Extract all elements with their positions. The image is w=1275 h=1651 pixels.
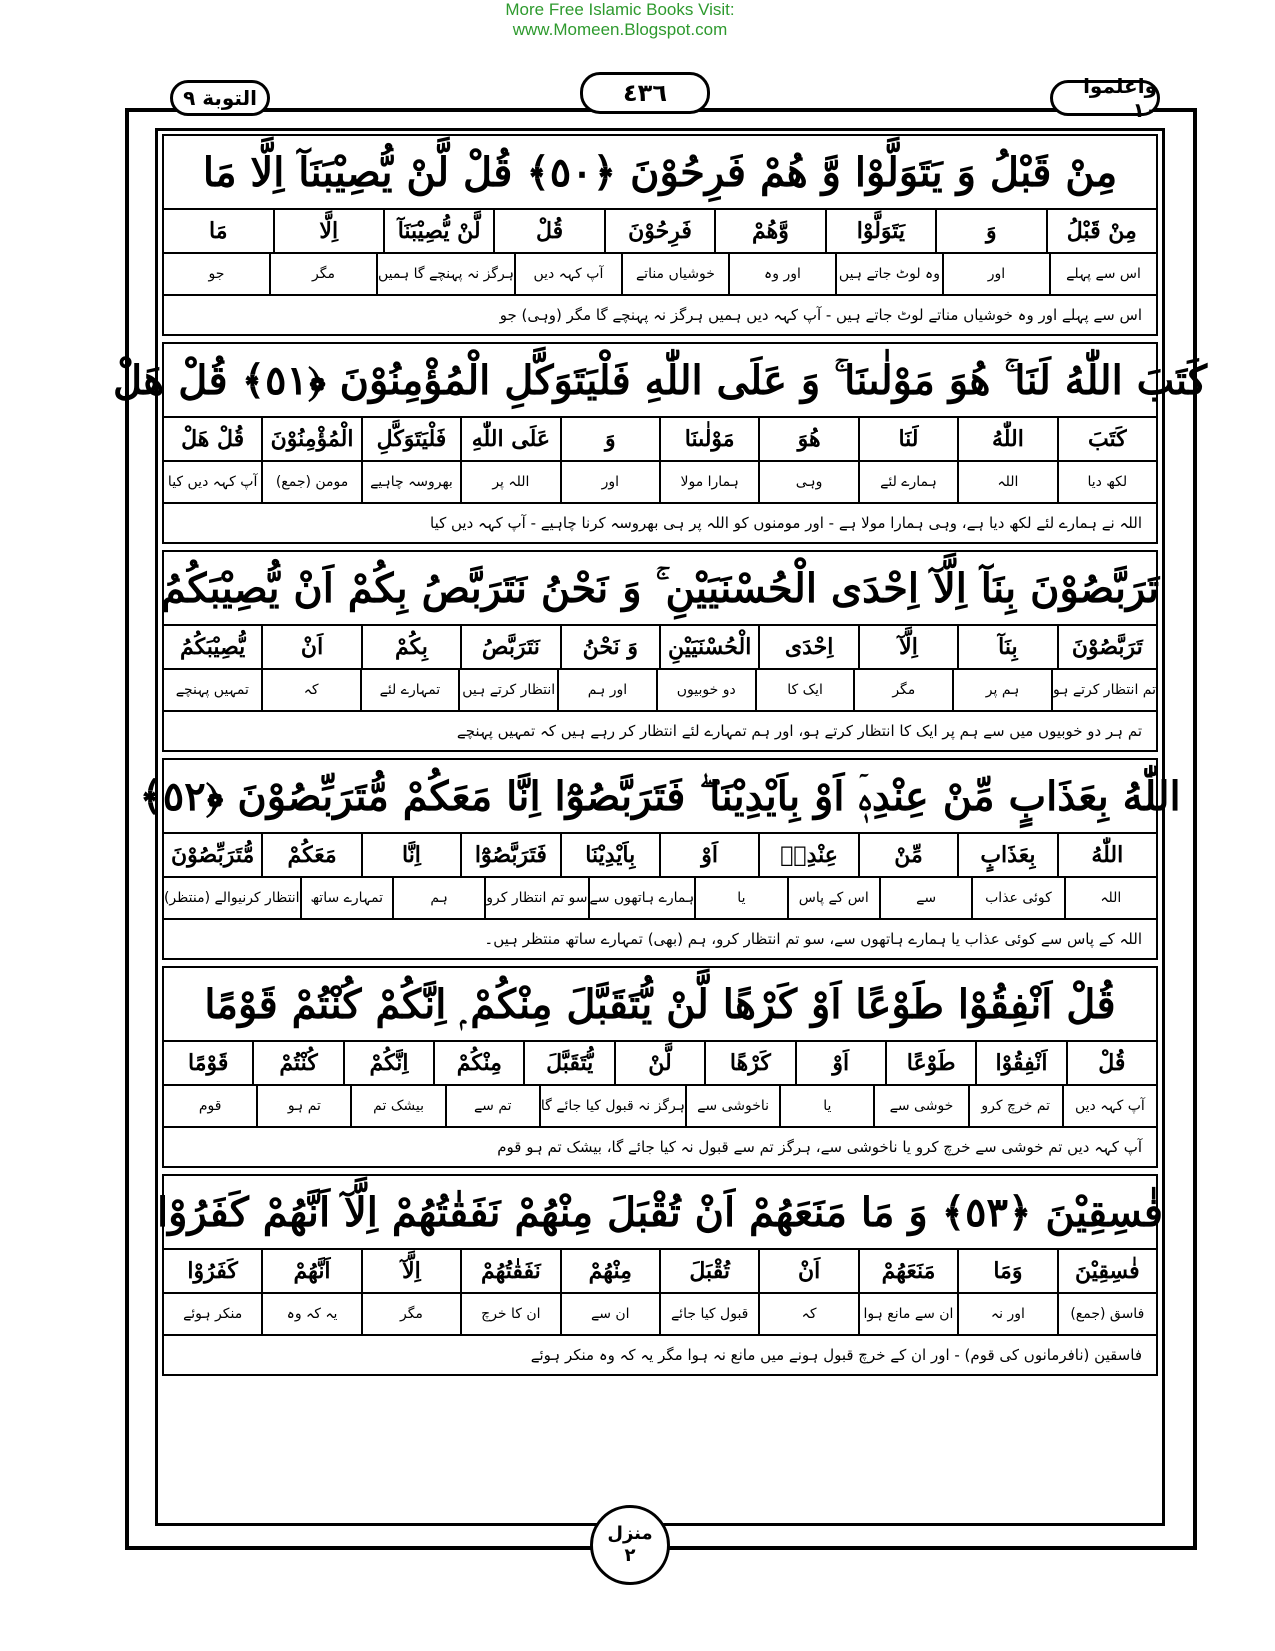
arabic-word: يُّتَقَبَّلَ bbox=[523, 1042, 613, 1084]
word-meaning: ان کا خرچ bbox=[460, 1294, 559, 1334]
header-line-1: More Free Islamic Books Visit: bbox=[505, 0, 735, 19]
word-meaning: ایک کا bbox=[755, 670, 854, 710]
translation-line: تم ہر دو خوبیوں میں سے ہم پر ایک کا انتظار کرتے ہو، اور ہم تمہارے لئے انتظار کر رہے ہیں کہ تمہیں پہنچے bbox=[162, 712, 1158, 752]
word-row bbox=[162, 1250, 1158, 1294]
arabic-word: عَلَى اللّٰهِ bbox=[460, 418, 559, 460]
word-meaning: ہم bbox=[392, 878, 484, 918]
arabic-word: يُّصِيْبَكُمُ bbox=[180, 634, 246, 660]
arabic-word: قُلْ هَلْ bbox=[181, 426, 245, 452]
manzil-label: منزل bbox=[607, 1523, 653, 1544]
arabic-word: بِعَذَابٍ bbox=[957, 834, 1056, 876]
arabic-word: اِلَّآ bbox=[361, 1250, 460, 1292]
word-meaning: مومن (جمع) bbox=[261, 462, 360, 502]
arabic-word: اَنْفِقُوْا bbox=[975, 1042, 1065, 1084]
page-number: ٤٣٦ bbox=[580, 72, 710, 114]
word-meaning: تمہارے لئے bbox=[360, 670, 459, 710]
word-meaning: جو bbox=[208, 266, 225, 282]
word-meaning: وہی bbox=[758, 462, 857, 502]
word-meaning: بھروسہ چاہیے bbox=[361, 462, 460, 502]
word-row bbox=[162, 626, 1158, 670]
word-meaning: سے bbox=[879, 878, 971, 918]
arabic-word: كَرْهًا bbox=[704, 1042, 794, 1084]
word-meaning: انتظار کرنیوالے (منتظر) bbox=[163, 890, 300, 906]
arabic-word: فَتَرَبَّصُوْٓا bbox=[460, 834, 559, 876]
word-meaning: وہ لوٹ جاتے ہیں bbox=[835, 254, 942, 294]
arabic-word: لَّنْ bbox=[614, 1042, 704, 1084]
arabic-verse-line: قُلْ اَنْفِقُوْا طَوْعًا اَوْ كَرْهًا لَّنْ يُّتَقَبَّلَ مِنْكُمْ ۭ اِنَّكُمْ كُنْتُمْ قَوْمًا bbox=[162, 966, 1158, 1042]
arabic-word: اَنَّهُمْ bbox=[261, 1250, 360, 1292]
word-meaning: اللہ bbox=[957, 462, 1056, 502]
word-meaning: مگر bbox=[853, 670, 952, 710]
meaning-row bbox=[162, 254, 1158, 296]
meaning-row bbox=[162, 1294, 1158, 1336]
arabic-word: قَوْمًا bbox=[188, 1050, 229, 1076]
word-meaning: اس سے پہلے bbox=[1049, 254, 1156, 294]
arabic-word: اَوْ bbox=[659, 834, 758, 876]
manzil-badge bbox=[590, 1505, 670, 1585]
arabic-word: لَنَا bbox=[858, 418, 957, 460]
translation-line: فاسقین (نافرمانوں کی قوم) - اور ان کے خرچ قبول ہونے میں مانع نہ ہوا مگر یہ کہ وہ منکر ہوئے bbox=[162, 1336, 1158, 1376]
word-meaning: اور bbox=[942, 254, 1049, 294]
arabic-word: فٰسِقِيْنَ bbox=[1057, 1250, 1156, 1292]
arabic-word: فَرِحُوْنَ bbox=[604, 210, 714, 252]
word-meaning: ہرگز نہ قبول کیا جائے گا bbox=[539, 1086, 685, 1126]
arabic-word: مِّنْ bbox=[858, 834, 957, 876]
arabic-word: وَ bbox=[560, 418, 659, 460]
arabic-word: وَّهُمْ bbox=[714, 210, 824, 252]
word-meaning: ہرگز نہ پہنچے گا ہمیں bbox=[376, 254, 514, 294]
arabic-word: الْمُؤْمِنُوْنَ bbox=[261, 418, 360, 460]
verse-section bbox=[139, 758, 1181, 960]
word-meaning: تم انتظار کرتے ہو bbox=[1051, 670, 1156, 710]
word-meaning: قوم bbox=[198, 1098, 222, 1114]
word-meaning: اور وہ bbox=[728, 254, 835, 294]
word-meaning: آپ کہہ دیں bbox=[1062, 1086, 1156, 1126]
arabic-word: نَتَرَبَّصُ bbox=[460, 626, 559, 668]
arabic-word: مَا bbox=[209, 218, 228, 244]
arabic-word: اِلَّآ bbox=[858, 626, 957, 668]
word-meaning: ان سے bbox=[560, 1294, 659, 1334]
header-link bbox=[0, 0, 1240, 40]
arabic-word: لَّنْ يُّصِيْبَنَآ bbox=[383, 210, 493, 252]
arabic-word: مُّتَرَبِّصُوْنَ bbox=[171, 842, 255, 868]
arabic-word: الْحُسْنَيَيْنِ bbox=[659, 626, 758, 668]
arabic-word: وَ نَحْنُ bbox=[560, 626, 659, 668]
word-meaning: فاسق (جمع) bbox=[1057, 1294, 1156, 1334]
arabic-word: بِكُمْ bbox=[361, 626, 460, 668]
word-meaning: خوشی سے bbox=[873, 1086, 967, 1126]
word-row bbox=[162, 1042, 1158, 1086]
arabic-word: كُنْتُمْ bbox=[252, 1042, 342, 1084]
arabic-verse-line: اللّٰهُ بِعَذَابٍ مِّنْ عِنْدِهٖۤ اَوْ بِاَيْدِيْنَا ۖ فَتَرَبَّصُوْٓا اِنَّا مَعَكُمْ مُّتَرَبِّصُوْنَ ﴿٥٢﴾ bbox=[162, 758, 1158, 834]
word-meaning: اور ہم bbox=[557, 670, 656, 710]
word-meaning: ہمارا مولا bbox=[659, 462, 758, 502]
verse-section bbox=[162, 550, 1158, 752]
word-meaning: خوشیاں مناتے bbox=[621, 254, 728, 294]
meaning-row bbox=[162, 1086, 1158, 1128]
word-meaning: قبول کیا جائے bbox=[659, 1294, 758, 1334]
word-meaning: لکھ دیا bbox=[1057, 462, 1156, 502]
arabic-word: اَوْ bbox=[795, 1042, 885, 1084]
arabic-word: نَفَقٰتُهُمْ bbox=[460, 1250, 559, 1292]
arabic-word: اِنَّكُمْ bbox=[343, 1042, 433, 1084]
word-meaning: یا bbox=[694, 878, 786, 918]
arabic-verse-line: تَرَبَّصُوْنَ بِنَآ اِلَّآ اِحْدَى الْحُسْنَيَيْنِ ۚ وَ نَحْنُ نَتَرَبَّصُ بِكُمْ اَنْ يُّصِيْبَكُمُ bbox=[162, 550, 1158, 626]
arabic-verse-line: مِنْ قَبْلُ وَ يَتَوَلَّوْا وَّ هُمْ فَرِحُوْنَ ﴿٥٠﴾ قُلْ لَّنْ يُّصِيْبَنَآ اِلَّا مَا bbox=[162, 134, 1158, 210]
word-meaning: آپ کہہ دیں bbox=[514, 254, 621, 294]
word-meaning: انتظار کرتے ہیں bbox=[458, 670, 557, 710]
arabic-word: مَوْلٰىنَا bbox=[659, 418, 758, 460]
verse-section bbox=[162, 966, 1158, 1168]
word-meaning: مگر bbox=[269, 254, 376, 294]
arabic-word: فَلْيَتَوَكَّلِ bbox=[361, 418, 460, 460]
arabic-word: تُقْبَلَ bbox=[659, 1250, 758, 1292]
word-meaning: ان سے مانع ہوا bbox=[858, 1294, 957, 1334]
word-meaning: اللہ پر bbox=[460, 462, 559, 502]
arabic-word: مِنْ قَبْلُ bbox=[1046, 210, 1156, 252]
arabic-verse-line: كَتَبَ اللّٰهُ لَنَا ۚ هُوَ مَوْلٰىنَا ۚ وَ عَلَى اللّٰهِ فَلْيَتَوَكَّلِ الْمُؤْمِنُوْنَ ﴿٥١﴾ قُلْ هَلْ bbox=[162, 342, 1158, 418]
arabic-word: وَمَا bbox=[957, 1250, 1056, 1292]
word-meaning: آپ کہہ دیں کیا bbox=[167, 474, 258, 490]
arabic-word: كَتَبَ bbox=[1057, 418, 1156, 460]
word-meaning: اور نہ bbox=[957, 1294, 1056, 1334]
meaning-row bbox=[162, 462, 1158, 504]
arabic-word: اللّٰهُ bbox=[1057, 834, 1156, 876]
word-row bbox=[162, 418, 1158, 462]
word-meaning: تمہیں پہنچے bbox=[175, 682, 249, 698]
word-meaning: تمہارے ساتھ bbox=[300, 878, 392, 918]
meaning-row bbox=[162, 670, 1158, 712]
word-meaning: بیشک تم bbox=[350, 1086, 444, 1126]
word-meaning: مگر bbox=[361, 1294, 460, 1334]
arabic-word: قُلْ bbox=[493, 210, 603, 252]
word-meaning: اس کے پاس bbox=[787, 878, 879, 918]
arabic-word: مِنْهُمْ bbox=[560, 1250, 659, 1292]
word-meaning: اللہ bbox=[1064, 878, 1156, 918]
word-meaning: ہم پر bbox=[952, 670, 1051, 710]
word-meaning: ناخوشی سے bbox=[685, 1086, 779, 1126]
arabic-word: مَعَكُمْ bbox=[261, 834, 360, 876]
verse-section bbox=[112, 342, 1208, 544]
word-meaning: کہ bbox=[261, 670, 360, 710]
translation-line: اللہ کے پاس سے کوئی عذاب یا ہمارے ہاتھوں سے، سو تم انتظار کرو، ہم (بھی) تمہارے ساتھ منتظر ہیں۔ bbox=[162, 920, 1158, 960]
arabic-word: اِلَّا bbox=[273, 210, 383, 252]
word-meaning: سو تم انتظار کرو bbox=[484, 878, 587, 918]
arabic-word: اِنَّا bbox=[361, 834, 460, 876]
arabic-word: اَنْ bbox=[261, 626, 360, 668]
arabic-word: يَتَوَلَّوْا bbox=[825, 210, 935, 252]
arabic-word: طَوْعًا bbox=[885, 1042, 975, 1084]
word-row bbox=[162, 834, 1158, 878]
arabic-verse-line: فٰسِقِيْنَ ﴿٥٣﴾ وَ مَا مَنَعَهُمْ اَنْ تُقْبَلَ مِنْهُمْ نَفَقٰتُهُمْ اِلَّآ اَنَّهُمْ كَفَرُوْا bbox=[162, 1174, 1158, 1250]
surah-label: التوبة ٩ bbox=[170, 80, 270, 116]
manzil-number: ٢ bbox=[624, 1545, 636, 1566]
word-row bbox=[162, 210, 1158, 254]
word-meaning: اور bbox=[560, 462, 659, 502]
word-meaning: منکر ہوئے bbox=[183, 1306, 243, 1322]
word-meaning: یہ کہ وہ bbox=[261, 1294, 360, 1334]
arabic-word: عِنْدِهٖ bbox=[758, 834, 857, 876]
word-meaning: ہمارے لئے bbox=[858, 462, 957, 502]
arabic-word: بِاَيْدِيْنَا bbox=[560, 834, 659, 876]
arabic-word: بِنَآ bbox=[957, 626, 1056, 668]
verse-section bbox=[157, 1174, 1163, 1376]
arabic-word: اِحْدَى bbox=[758, 626, 857, 668]
arabic-word: قُلْ bbox=[1066, 1042, 1156, 1084]
word-meaning: تم خرچ کرو bbox=[968, 1086, 1062, 1126]
arabic-word: مِنْكُمْ bbox=[433, 1042, 523, 1084]
arabic-word: تَرَبَّصُوْنَ bbox=[1057, 626, 1156, 668]
translation-line: اس سے پہلے اور وہ خوشیاں مناتے لوٹ جاتے ہیں - آپ کہہ دیں ہمیں ہرگز نہ پہنچے گا مگر (وہی) جو bbox=[162, 296, 1158, 336]
para-label: واعلموا ١٠ bbox=[1050, 80, 1160, 116]
header-line-2[interactable]: www.Momeen.Blogspot.com bbox=[512, 20, 728, 39]
arabic-word: كَفَرُوْا bbox=[187, 1258, 238, 1284]
verse-section bbox=[162, 134, 1158, 336]
arabic-word: هُوَ bbox=[758, 418, 857, 460]
word-meaning: کوئی عذاب bbox=[971, 878, 1063, 918]
word-meaning: دو خوبیوں bbox=[656, 670, 755, 710]
word-meaning: تم سے bbox=[445, 1086, 539, 1126]
word-meaning: تم ہو bbox=[256, 1086, 350, 1126]
content-area bbox=[112, 134, 1208, 1382]
word-meaning: یا bbox=[779, 1086, 873, 1126]
word-meaning: ہمارے ہاتھوں سے bbox=[588, 878, 695, 918]
meaning-row bbox=[162, 878, 1158, 920]
translation-line: آپ کہہ دیں تم خوشی سے خرچ کرو یا ناخوشی سے، ہرگز تم سے قبول نہ کیا جائے گا، بیشک تم ہو قوم bbox=[162, 1128, 1158, 1168]
translation-line: اللہ نے ہمارے لئے لکھ دیا ہے، وہی ہمارا مولا ہے - اور مومنوں کو اللہ پر ہی بھروسہ کرنا چاہیے - آپ کہہ دیں کیا bbox=[162, 504, 1158, 544]
arabic-word: اَنْ bbox=[758, 1250, 857, 1292]
word-meaning: کہ bbox=[758, 1294, 857, 1334]
arabic-word: مَنَعَهُمْ bbox=[858, 1250, 957, 1292]
arabic-word: اللّٰهُ bbox=[957, 418, 1056, 460]
arabic-word: وَ bbox=[935, 210, 1045, 252]
